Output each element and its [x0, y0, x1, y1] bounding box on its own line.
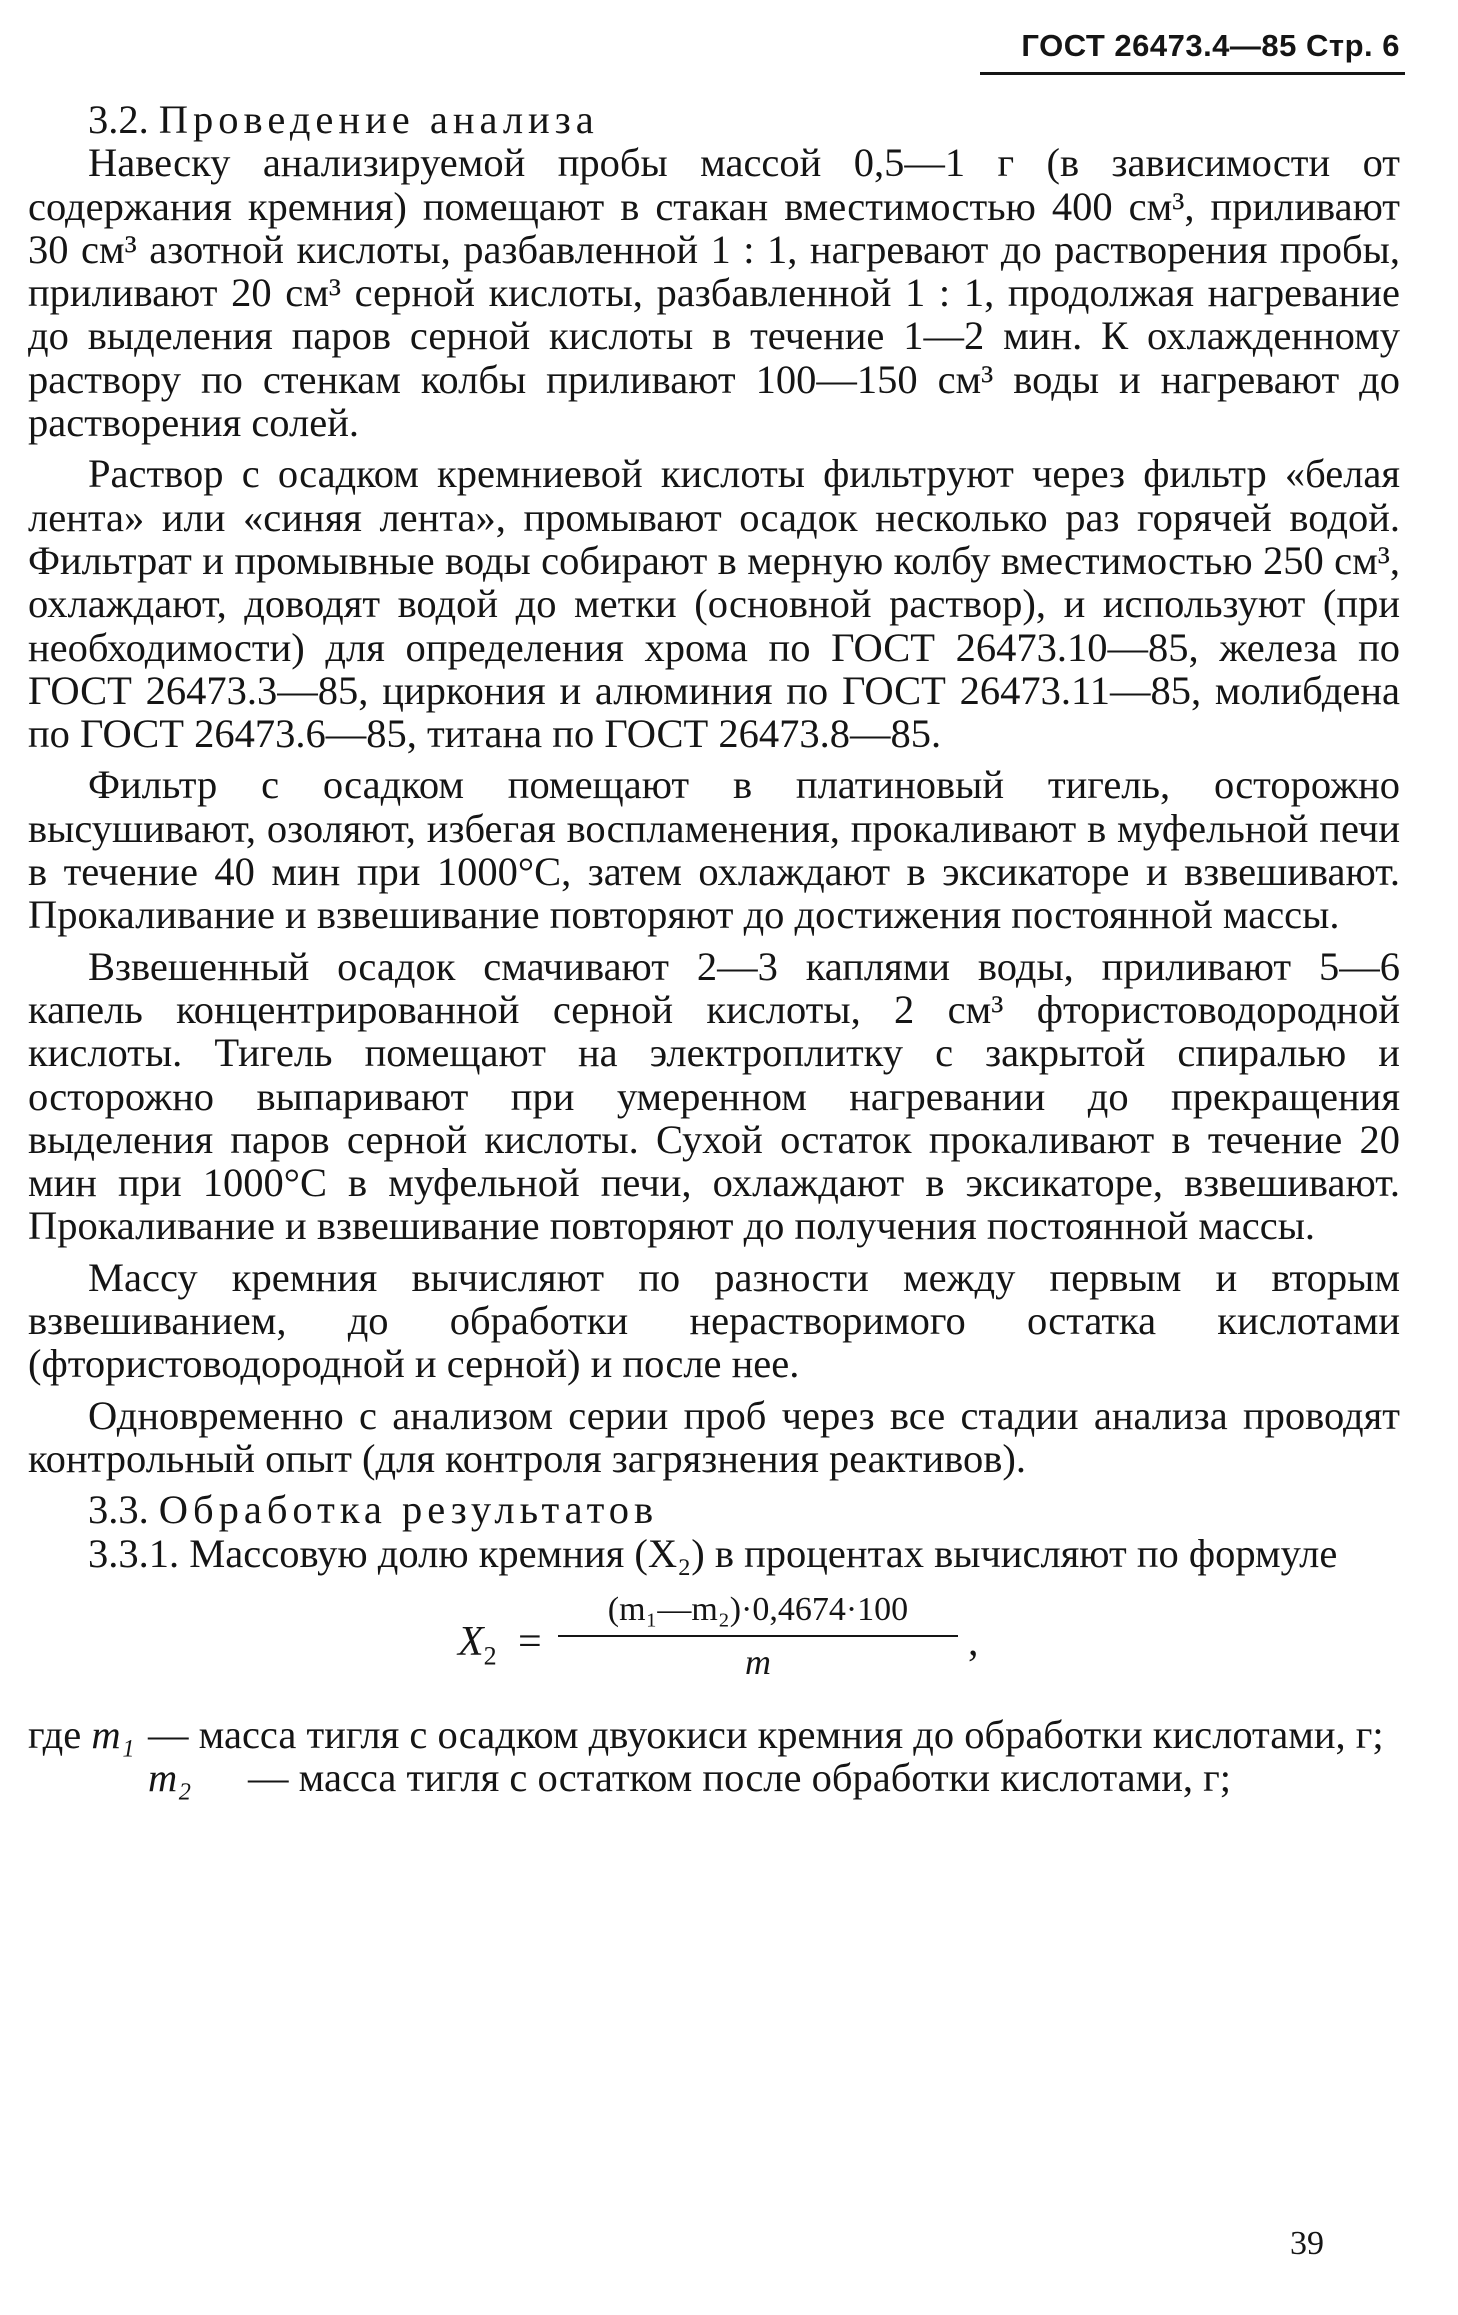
section-heading-3-3 [28, 1488, 1400, 1531]
definition-symbol: m₁ [91, 1711, 135, 1757]
page-number: 39 [1290, 2225, 1324, 2262]
definition-m1 [28, 1713, 1400, 1756]
section-title: Проведение анализа [158, 97, 599, 142]
paragraph: Массу кремния вычисляют по разности между первым и вторым взвешиванием, до обработки нерастворимого остатка кислотами (фтористоводородной и серной) и после нее. [28, 1254, 1400, 1387]
definition-lead: где m₁ [28, 1711, 135, 1757]
formula-numerator: (m₁—m₂)·0,4674·100 [607, 1590, 909, 1628]
formula-trailing: , [968, 1618, 979, 1665]
definition-text: — масса тигля с осадком двуокиси кремния до обработки кислотами, г; [148, 1711, 1384, 1757]
definition-text: — масса тигля с остатком после обработки кислотами, г; [248, 1755, 1232, 1801]
page-header: ГОСТ 26473.4—85 Стр. 6 [1021, 28, 1400, 63]
section-title: Обработка результатов [158, 1487, 659, 1533]
definition-m2 [28, 1756, 1400, 1799]
definition-symbol: m₂ [148, 1755, 192, 1801]
formula-lhs: $X_2$ [458, 1618, 497, 1671]
section-heading-3-2 [28, 98, 1400, 141]
header-rule [980, 72, 1405, 75]
definition-lead [28, 1756, 248, 1799]
fraction-bar [558, 1635, 958, 1637]
formula-fraction [558, 1587, 958, 1683]
paragraph: Взвешенный осадок смачивают 2—3 каплями воды, приливают 5—6 капель концентрированной серной кислоты, 2 см³ фтористоводородной кислоты. Тигель помещают на электроплитку с закрытой спиралью и осторожно выпаривают при умеренном нагревании до прекращения выделения паров серной кислоты. Сухой остаток прокаливают в течение 20 мин при 1000°С в муфельной печи, охлаждают в эксикаторе, взвешивают. Прокаливание и взвешивание повторяют до получения постоянной массы. [28, 943, 1400, 1249]
paragraph: Раствор с осадком кремниевой кислоты фильтруют через фильтр «белая лента» или «синяя лента», промывают осадок несколько раз горячей водой. Фильтрат и промывные воды собирают в мерную колбу вместимостью 250 см³, охлаждают, доводят водой до метки (основной раствор), и используют (при необходимости) для определения хрома по ГОСТ 26473.10—85, железа по ГОСТ 26473.3—85, циркония и алюминия по ГОСТ 26473.11—85, молибдена по ГОСТ 26473.6—85, титана по ГОСТ 26473.8—85. [28, 451, 1400, 757]
section-number: 3.3. [88, 1487, 149, 1533]
paragraph: Навеску анализируемой пробы массой 0,5—1 г (в зависимости от содержания кремния) помещают в стакан вместимостью 400 см³, приливают 30 см³ азотной кислоты, разбавленной 1 : 1, нагревают до растворения пробы, приливают 20 см³ серной кислоты, разбавленной 1 : 1, продолжая нагревание до выделения паров серной кислоты в течение 1—2 мин. К охлажденному раствору по стенкам колбы приливают 100—150 см³ воды и нагревают до растворения солей. [28, 140, 1400, 446]
paragraph: Фильтр с осадком помещают в платиновый тигель, осторожно высушивают, озоляют, избегая воспламенения, прокаливают в муфельной печи в течение 40 мин при 1000°С, затем охлаждают в эксикаторе и взвешивают. Прокаливание и взвешивание повторяют до достижения постоянной массы. [28, 762, 1400, 938]
paragraph: 3.3.1. Массовую долю кремния (X₂) в процентах вычисляют по формуле [88, 1530, 1338, 1576]
formula-lhs-subscript: 2 [483, 1641, 497, 1671]
formula [28, 1587, 1400, 1705]
formula-denominator: m [745, 1641, 771, 1682]
paragraph: Одновременно с анализом серии проб через все стадии анализа проводят контрольный опыт (для контроля загрязнения реактивов). [28, 1392, 1400, 1481]
document-body [28, 98, 1400, 1799]
section-number: 3.2. [88, 97, 149, 142]
formula-equals: = [518, 1618, 542, 1665]
